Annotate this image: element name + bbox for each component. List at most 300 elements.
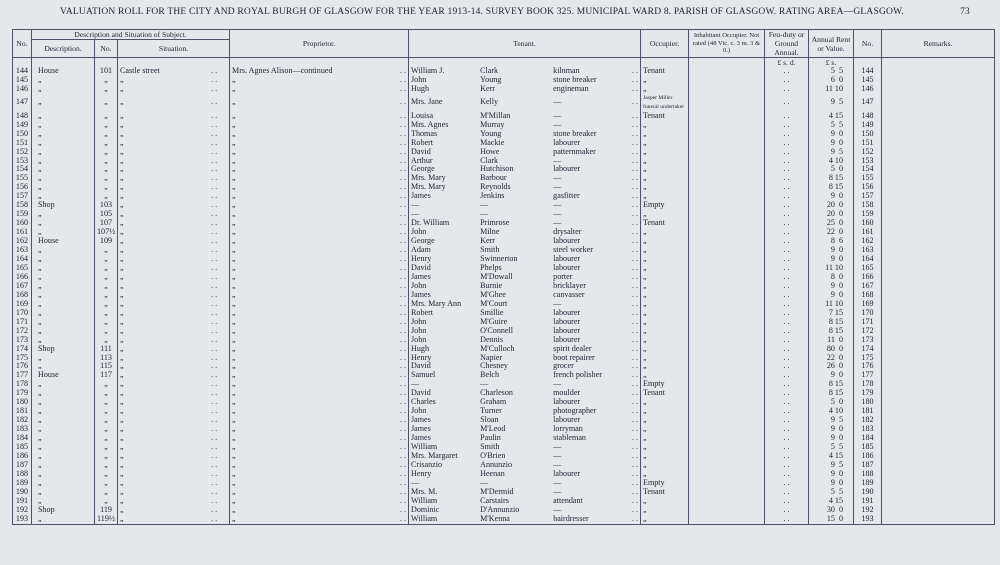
row-situation: „: [120, 246, 124, 255]
row-feu-duty: . .: [765, 497, 809, 506]
row-tenant-cell: [409, 398, 641, 407]
row-remarks: [882, 425, 995, 434]
row-leader-dots: . .: [399, 353, 407, 362]
row-situation: „: [120, 487, 124, 496]
row-tenant-surname: Charleson: [480, 389, 513, 398]
row-annual-rent: 9 0: [809, 434, 854, 443]
row-proprietor-cell: [230, 345, 409, 354]
col-tenant-header: Tenant.: [409, 30, 641, 58]
row-feu-duty: . .: [765, 201, 809, 210]
row-number-right: 170: [854, 309, 882, 318]
table-row: [13, 434, 995, 443]
row-remarks: [882, 148, 995, 157]
row-tenant-cell: [409, 371, 641, 380]
row-tenant-cell: [409, 300, 641, 309]
row-tenant-cell: [409, 76, 641, 85]
row-proprietor-cell: [230, 130, 409, 139]
row-remarks: [882, 300, 995, 309]
row-remarks: [882, 76, 995, 85]
table-row: [13, 112, 995, 121]
row-proprietor: „: [232, 183, 236, 192]
row-description: „: [32, 497, 95, 506]
row-situation-cell: [118, 201, 230, 210]
col-occupier-header: Occupier.: [641, 30, 689, 58]
row-tenant-surname: Annunzio: [480, 460, 513, 469]
row-tenant-first: Mrs. Mary Ann: [411, 299, 462, 308]
row-tenant-first: James: [411, 290, 431, 299]
row-situation: „: [120, 308, 124, 317]
row-description: „: [32, 443, 95, 452]
table-row: [13, 452, 995, 461]
row-situation-cell: [118, 470, 230, 479]
row-leader-dots: . .: [211, 281, 218, 290]
row-leader-dots: . .: [211, 514, 218, 523]
row-number-right: 185: [854, 443, 882, 452]
row-number: 174: [13, 345, 32, 354]
page-header: [60, 7, 970, 17]
row-tenant-first: Mrs. Mary: [411, 174, 446, 183]
table-row: [13, 246, 995, 255]
row-proprietor: „: [232, 505, 236, 514]
row-proprietor: „: [232, 353, 236, 362]
row-annual-rent: 25 0: [809, 219, 854, 228]
row-description: „: [32, 157, 95, 166]
row-number: 159: [13, 210, 32, 219]
row-leader-dots: . .: [399, 299, 407, 308]
row-tenant-first: David: [411, 147, 431, 156]
row-leader-dots: . .: [399, 210, 407, 219]
row-tenant-first: Samuel: [411, 371, 436, 380]
row-proprietor: „: [232, 201, 236, 210]
row-occupier: „: [641, 506, 689, 515]
row-leader-dots: . .: [211, 434, 218, 443]
row-inhabitant: [689, 192, 765, 201]
row-feu-duty: . .: [765, 76, 809, 85]
row-feu-duty: . .: [765, 309, 809, 318]
row-occupier: „: [641, 264, 689, 273]
row-description: „: [32, 273, 95, 282]
row-tenant-first: Robert: [411, 138, 434, 147]
row-leader-dots: . .: [211, 120, 218, 129]
row-annual-rent: 11 10: [809, 300, 854, 309]
row-leader-dots: . .: [631, 398, 639, 407]
row-number: 166: [13, 273, 32, 282]
row-feu-duty: . .: [765, 327, 809, 336]
row-number-right: 188: [854, 470, 882, 479]
row-proprietor: „: [232, 425, 236, 434]
row-proprietor-cell: [230, 362, 409, 371]
row-tenant-first: William: [411, 496, 438, 505]
row-remarks: [882, 345, 995, 354]
table-row: [13, 479, 995, 488]
row-description: „: [32, 112, 95, 121]
row-remarks: [882, 201, 995, 210]
row-inhabitant: [689, 282, 765, 291]
row-tenant-occupation: patternmaker: [553, 147, 596, 156]
table-row: [13, 130, 995, 139]
row-inhabitant: [689, 300, 765, 309]
row-remarks: [882, 461, 995, 470]
row-inhabitant: [689, 210, 765, 219]
row-proprietor-cell: [230, 434, 409, 443]
row-house-number: „: [95, 183, 118, 192]
row-inhabitant: [689, 67, 765, 76]
row-situation: „: [120, 469, 124, 478]
row-situation: „: [120, 371, 124, 380]
row-feu-duty: . .: [765, 165, 809, 174]
row-number-right: 146: [854, 85, 882, 94]
row-number: 167: [13, 282, 32, 291]
row-house-number: „: [95, 282, 118, 291]
row-leader-dots: . .: [211, 443, 218, 452]
row-tenant-cell: [409, 461, 641, 470]
row-feu-duty: . .: [765, 246, 809, 255]
row-tenant-surname: Sloan: [480, 416, 499, 425]
row-leader-dots: . .: [631, 362, 639, 371]
row-remarks: [882, 309, 995, 318]
row-tenant-occupation: grocer: [553, 362, 574, 371]
row-proprietor: „: [232, 496, 236, 505]
row-tenant-cell: [409, 246, 641, 255]
row-tenant-surname: D'Annunzio: [480, 505, 520, 514]
row-proprietor-cell: [230, 112, 409, 121]
row-proprietor-cell: [230, 479, 409, 488]
row-proprietor: „: [232, 398, 236, 407]
row-remarks: [882, 506, 995, 515]
row-number-right: 186: [854, 452, 882, 461]
row-leader-dots: . .: [399, 344, 407, 353]
row-tenant-occupation: —: [553, 460, 562, 469]
row-proprietor: „: [232, 129, 236, 138]
row-situation: „: [120, 201, 124, 210]
row-leader-dots: . .: [211, 201, 218, 210]
row-tenant-first: Henry: [411, 469, 432, 478]
row-feu-duty: . .: [765, 291, 809, 300]
row-remarks: [882, 174, 995, 183]
row-proprietor: „: [232, 451, 236, 460]
row-description: House: [32, 67, 95, 76]
row-inhabitant: [689, 407, 765, 416]
page-number: 73: [960, 7, 970, 17]
row-annual-rent: 6 0: [809, 76, 854, 85]
row-annual-rent: 5 5: [809, 488, 854, 497]
row-number: 180: [13, 398, 32, 407]
row-leader-dots: . .: [211, 344, 218, 353]
row-number: 186: [13, 452, 32, 461]
row-description: „: [32, 291, 95, 300]
row-tenant-surname: Hutchison: [480, 165, 514, 174]
row-tenant-occupation: —: [553, 156, 562, 165]
row-leader-dots: . .: [631, 228, 639, 237]
row-leader-dots: . .: [631, 84, 639, 93]
row-tenant-first: Mrs. Mary: [411, 183, 446, 192]
table-row: [13, 255, 995, 264]
row-annual-rent: 9 0: [809, 425, 854, 434]
row-inhabitant: [689, 497, 765, 506]
row-number-right: 145: [854, 76, 882, 85]
row-number-right: 182: [854, 416, 882, 425]
row-number: 183: [13, 425, 32, 434]
row-situation-cell: [118, 291, 230, 300]
row-number-right: 152: [854, 148, 882, 157]
row-house-number: „: [95, 443, 118, 452]
row-tenant-first: John: [411, 228, 427, 237]
row-number-right: 165: [854, 264, 882, 273]
table-row: [13, 67, 995, 76]
row-proprietor: „: [232, 380, 236, 389]
row-proprietor: „: [232, 246, 236, 255]
row-tenant-occupation: porter: [553, 272, 573, 281]
row-house-number: „: [95, 112, 118, 121]
table-row: [13, 443, 995, 452]
row-number-right: 177: [854, 371, 882, 380]
row-tenant-occupation: labourer: [553, 255, 581, 264]
row-leader-dots: . .: [399, 67, 407, 75]
row-leader-dots: . .: [399, 75, 407, 84]
row-number-right: 184: [854, 434, 882, 443]
row-inhabitant: [689, 201, 765, 210]
row-remarks: [882, 443, 995, 452]
row-house-number: 107½: [95, 228, 118, 237]
row-leader-dots: . .: [631, 416, 639, 425]
row-number-right: 172: [854, 327, 882, 336]
row-proprietor-cell: [230, 416, 409, 425]
row-situation: „: [120, 183, 124, 192]
row-inhabitant: [689, 425, 765, 434]
row-number: 176: [13, 362, 32, 371]
row-inhabitant: [689, 327, 765, 336]
row-leader-dots: . .: [631, 407, 639, 416]
table-row: [13, 354, 995, 363]
row-tenant-first: Hugh: [411, 84, 430, 93]
row-tenant-surname: Smith: [480, 246, 500, 255]
row-tenant-surname: —: [480, 210, 489, 219]
row-annual-rent: 9 0: [809, 371, 854, 380]
row-inhabitant: [689, 488, 765, 497]
row-number-right: 168: [854, 291, 882, 300]
row-tenant-first: —: [411, 380, 420, 389]
row-house-number: „: [95, 461, 118, 470]
row-inhabitant: [689, 291, 765, 300]
row-remarks: [882, 398, 995, 407]
row-feu-duty: . .: [765, 255, 809, 264]
row-occupier: „: [641, 443, 689, 452]
row-proprietor-cell: [230, 121, 409, 130]
row-feu-duty: . .: [765, 506, 809, 515]
row-house-number: „: [95, 398, 118, 407]
row-proprietor-cell: [230, 282, 409, 291]
row-remarks: [882, 210, 995, 219]
row-number: 192: [13, 506, 32, 515]
row-house-number: „: [95, 130, 118, 139]
row-house-number: „: [95, 425, 118, 434]
row-inhabitant: [689, 85, 765, 94]
row-tenant-surname: Chesney: [480, 362, 508, 371]
row-description: Shop: [32, 345, 95, 354]
row-occupier: „: [641, 345, 689, 354]
row-feu-duty: . .: [765, 434, 809, 443]
row-tenant-surname: Carstairs: [480, 496, 509, 505]
row-tenant-first: David: [411, 389, 431, 398]
row-leader-dots: . .: [399, 255, 407, 264]
row-situation-cell: [118, 148, 230, 157]
row-house-number: „: [95, 479, 118, 488]
row-tenant-surname: Clark: [480, 156, 499, 165]
row-house-number: „: [95, 139, 118, 148]
row-tenant-cell: [409, 434, 641, 443]
row-occupier: „: [641, 165, 689, 174]
row-tenant-cell: [409, 282, 641, 291]
row-annual-rent: 11 10: [809, 85, 854, 94]
row-tenant-occupation: french polisher: [553, 371, 602, 380]
row-number: 161: [13, 228, 32, 237]
row-leader-dots: . .: [211, 255, 218, 264]
row-occupier: Tenant: [641, 389, 689, 398]
row-leader-dots: . .: [399, 308, 407, 317]
table-row: [13, 174, 995, 183]
row-inhabitant: [689, 183, 765, 192]
row-tenant-first: —: [411, 210, 420, 219]
row-annual-rent: 5 5: [809, 443, 854, 452]
row-number: 175: [13, 354, 32, 363]
row-number: 154: [13, 165, 32, 174]
row-proprietor: „: [232, 416, 236, 425]
row-annual-rent: 9 0: [809, 291, 854, 300]
row-situation: „: [120, 111, 124, 120]
row-occupier: „: [641, 255, 689, 264]
col-description-group-header: Description and Situation of Subject.: [32, 30, 230, 40]
row-description: „: [32, 192, 95, 201]
row-leader-dots: . .: [211, 362, 218, 371]
row-description: „: [32, 165, 95, 174]
table-row: [13, 183, 995, 192]
row-feu-duty: . .: [765, 85, 809, 94]
row-occupier: „: [641, 273, 689, 282]
row-description: House: [32, 371, 95, 380]
row-description: „: [32, 139, 95, 148]
row-number: 181: [13, 407, 32, 416]
row-annual-rent: 4 10: [809, 157, 854, 166]
row-annual-rent: 5 0: [809, 165, 854, 174]
row-situation: „: [120, 98, 124, 107]
row-inhabitant: [689, 165, 765, 174]
row-tenant-surname: Phelps: [480, 263, 502, 272]
row-feu-duty: . .: [765, 174, 809, 183]
row-annual-rent: 26 0: [809, 362, 854, 371]
row-leader-dots: . .: [399, 496, 407, 505]
table-row: [13, 201, 995, 210]
row-situation-cell: [118, 407, 230, 416]
row-house-number: „: [95, 264, 118, 273]
row-house-number: „: [95, 85, 118, 94]
row-number-right: 176: [854, 362, 882, 371]
row-inhabitant: [689, 443, 765, 452]
row-leader-dots: . .: [399, 290, 407, 299]
row-tenant-occupation: —: [553, 451, 562, 460]
row-proprietor-cell: [230, 425, 409, 434]
row-proprietor: „: [232, 174, 236, 183]
row-leader-dots: . .: [399, 246, 407, 255]
row-leader-dots: . .: [399, 362, 407, 371]
row-tenant-cell: [409, 219, 641, 228]
row-tenant-occupation: labourer: [553, 398, 581, 407]
row-leader-dots: . .: [211, 478, 218, 487]
row-remarks: [882, 192, 995, 201]
row-tenant-cell: [409, 94, 641, 112]
row-feu-duty: . .: [765, 380, 809, 389]
row-proprietor: „: [232, 514, 236, 523]
row-number: 157: [13, 192, 32, 201]
row-proprietor-cell: [230, 506, 409, 515]
row-description: „: [32, 327, 95, 336]
row-number: 189: [13, 479, 32, 488]
table-row: [13, 380, 995, 389]
row-annual-rent: 9 5: [809, 148, 854, 157]
row-annual-rent: 9 0: [809, 470, 854, 479]
row-leader-dots: . .: [399, 165, 407, 174]
row-leader-dots: . .: [211, 228, 218, 237]
row-situation-cell: [118, 425, 230, 434]
row-house-number: 103: [95, 201, 118, 210]
row-situation-cell: [118, 327, 230, 336]
row-leader-dots: . .: [631, 469, 639, 478]
row-leader-dots: . .: [211, 326, 218, 335]
row-proprietor: „: [232, 478, 236, 487]
table-row: [13, 506, 995, 515]
row-description: „: [32, 488, 95, 497]
row-feu-duty: . .: [765, 264, 809, 273]
row-description: „: [32, 246, 95, 255]
row-annual-rent: 9 0: [809, 255, 854, 264]
row-leader-dots: . .: [211, 129, 218, 138]
row-tenant-occupation: labourer: [553, 138, 581, 147]
row-feu-duty: . .: [765, 273, 809, 282]
row-remarks: [882, 112, 995, 121]
row-leader-dots: . .: [399, 469, 407, 478]
row-number-right: 148: [854, 112, 882, 121]
row-tenant-surname: Turner: [480, 407, 502, 416]
row-tenant-first: Adam: [411, 246, 431, 255]
row-annual-rent: 8 15: [809, 183, 854, 192]
row-feu-duty: . .: [765, 398, 809, 407]
row-leader-dots: . .: [631, 129, 639, 138]
row-annual-rent: 7 15: [809, 309, 854, 318]
row-tenant-first: John: [411, 326, 427, 335]
row-tenant-surname: Howe: [480, 147, 500, 156]
row-occupier: „: [641, 461, 689, 470]
row-situation-cell: [118, 371, 230, 380]
row-house-number: „: [95, 389, 118, 398]
row-occupier: Empty: [641, 201, 689, 210]
row-proprietor: „: [232, 237, 236, 246]
row-feu-duty: . .: [765, 282, 809, 291]
row-feu-duty: . .: [765, 157, 809, 166]
row-number: 156: [13, 183, 32, 192]
row-annual-rent: 5 0: [809, 398, 854, 407]
row-situation: „: [120, 344, 124, 353]
row-proprietor: „: [232, 84, 236, 93]
row-number-right: 156: [854, 183, 882, 192]
row-proprietor-cell: [230, 139, 409, 148]
row-inhabitant: [689, 112, 765, 121]
row-inhabitant: [689, 416, 765, 425]
row-situation: „: [120, 335, 124, 344]
row-leader-dots: . .: [399, 147, 407, 156]
row-inhabitant: [689, 121, 765, 130]
row-tenant-cell: [409, 255, 641, 264]
row-proprietor-cell: [230, 327, 409, 336]
row-tenant-occupation: kilnman: [553, 67, 580, 75]
